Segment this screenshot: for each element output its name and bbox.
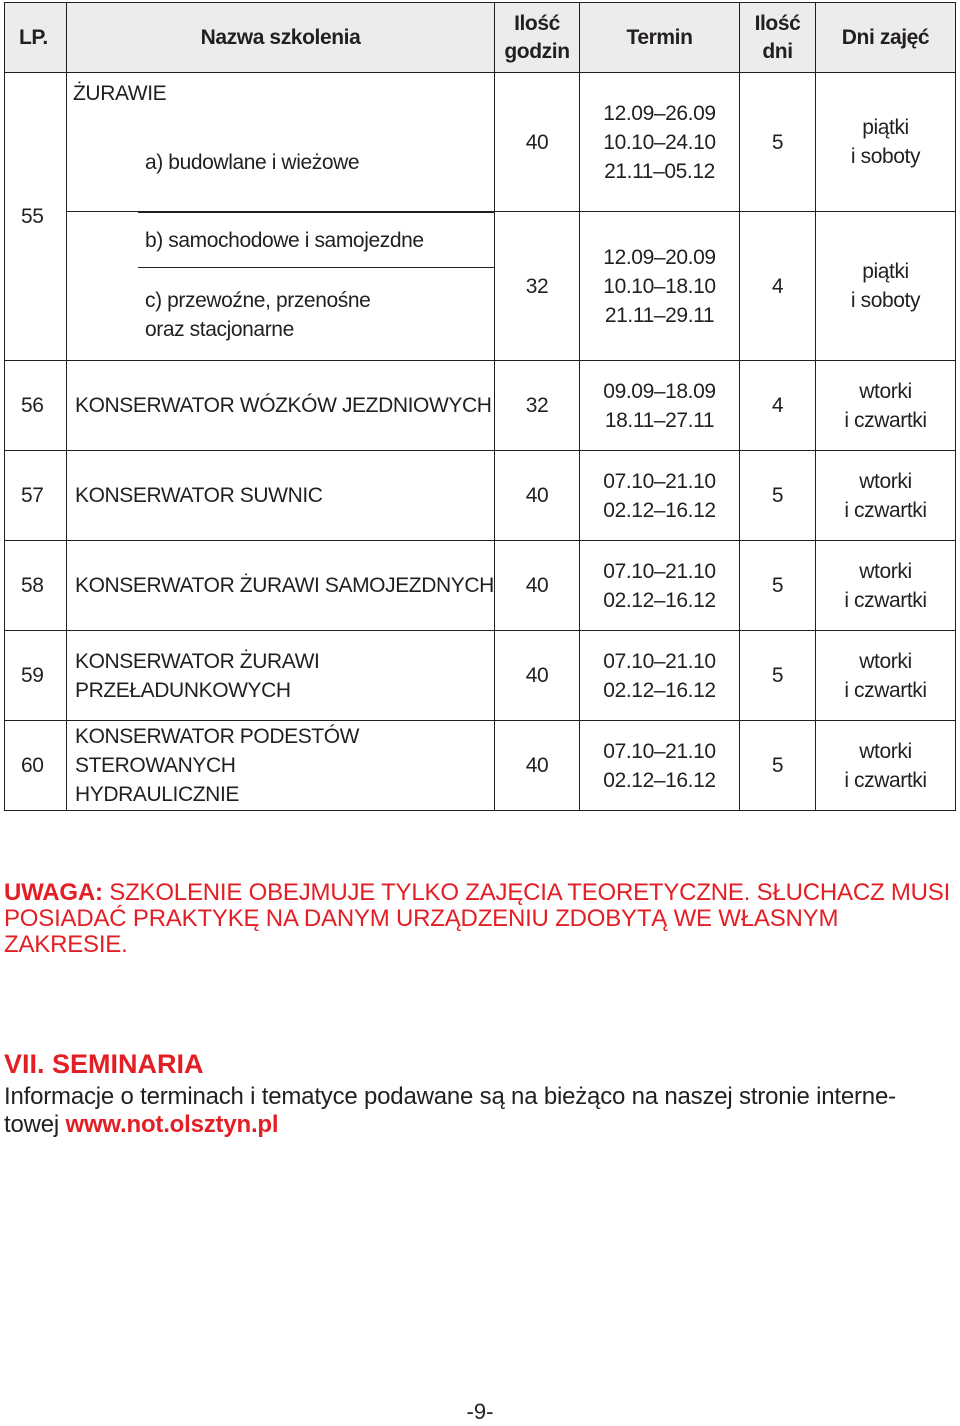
row-course-name: KONSERWATOR SUWNIC (67, 451, 495, 541)
header-days-count: Ilość dni (740, 3, 816, 73)
row-hours: 32 (495, 361, 580, 451)
row-55bc-hours: 32 (495, 212, 580, 361)
row-55bc-days: piątki i soboty (816, 212, 956, 361)
row-55bc-divider (138, 267, 494, 268)
section-body-text: Informacje o terminach i tematyce podawane są na bieżąco na naszej stronie interne- towej (4, 1083, 896, 1138)
row-55a-days: piątki i soboty (816, 73, 956, 212)
row-course-name: KONSERWATOR WÓZKÓW JEZDNIOWYCH (67, 361, 495, 451)
warning-text: SZKOLENIE OBEJMUJE TYLKO ZAJĘCIA TEORETYCZNE. SŁUCHACZ MUSI POSIADAĆ PRAKTYKĘ NA DANYM URZĄDZENIU ZDOBYTĄ WE WŁASNYM ZAKRESIE. (4, 879, 951, 958)
header-class-days: Dni zajęć (816, 3, 956, 73)
row-55bc-days-count: 4 (740, 212, 816, 361)
row-55-lp: 55 (5, 73, 67, 361)
row-hours: 40 (495, 541, 580, 631)
row-term: 07.10–21.10 02.12–16.12 (580, 721, 740, 811)
row-hours: 40 (495, 721, 580, 811)
row-class-days: wtorki i czwartki (816, 631, 956, 721)
table-header-row (5, 3, 956, 73)
section-body (4, 1083, 954, 1139)
warning-note (4, 880, 954, 958)
row-55a-name: a) budowlane i wieżowe (145, 151, 360, 174)
website-link[interactable]: www.not.olsztyn.pl (65, 1111, 279, 1138)
table-row (5, 721, 956, 811)
header-lp: LP. (5, 3, 67, 73)
row-days-count: 5 (740, 721, 816, 811)
header-hours: Ilość godzin (495, 3, 580, 73)
row-55a-name-cell (67, 73, 495, 212)
row-55bc-term: 12.09–20.09 10.10–18.10 21.11–29.11 (580, 212, 740, 361)
row-55c-name: c) przewoźne, przenośne oraz stacjonarne (145, 289, 371, 341)
row-class-days: wtorki i czwartki (816, 541, 956, 631)
row-lp: 57 (5, 451, 67, 541)
row-days-count: 5 (740, 451, 816, 541)
training-schedule-table (4, 2, 956, 811)
row-55-group-title: ŻURAWIE (73, 82, 167, 105)
row-term: 07.10–21.10 02.12–16.12 (580, 541, 740, 631)
row-lp: 60 (5, 721, 67, 811)
table-row (5, 451, 956, 541)
row-55a-days-count: 5 (740, 73, 816, 212)
header-course-name: Nazwa szkolenia (67, 3, 495, 73)
table-row (5, 361, 956, 451)
row-term: 07.10–21.10 02.12–16.12 (580, 451, 740, 541)
row-class-days: wtorki i czwartki (816, 451, 956, 541)
row-55bc-name-cell (67, 212, 495, 361)
page-number: -9- (466, 1399, 494, 1424)
row-55b-name: b) samochodowe i samojezdne (145, 229, 424, 252)
row-55bc-top-divider (138, 212, 494, 213)
table-row (5, 631, 956, 721)
row-course-name: KONSERWATOR ŻURAWI PRZEŁADUNKOWYCH (67, 631, 495, 721)
row-lp: 59 (5, 631, 67, 721)
row-term: 07.10–21.10 02.12–16.12 (580, 631, 740, 721)
header-term: Termin (580, 3, 740, 73)
table-row (5, 541, 956, 631)
table-row-55bc (5, 212, 956, 361)
row-55a-term: 12.09–26.09 10.10–24.10 21.11–05.12 (580, 73, 740, 212)
warning-label: UWAGA: (4, 879, 103, 906)
row-days-count: 4 (740, 361, 816, 451)
row-lp: 58 (5, 541, 67, 631)
row-hours: 40 (495, 451, 580, 541)
row-lp: 56 (5, 361, 67, 451)
row-class-days: wtorki i czwartki (816, 361, 956, 451)
row-hours: 40 (495, 631, 580, 721)
row-days-count: 5 (740, 631, 816, 721)
row-days-count: 5 (740, 541, 816, 631)
row-course-name: KONSERWATOR ŻURAWI SAMOJEZDNYCH (67, 541, 495, 631)
section-heading: VII. SEMINARIA (4, 1049, 204, 1079)
row-term: 09.09–18.09 18.11–27.11 (580, 361, 740, 451)
row-class-days: wtorki i czwartki (816, 721, 956, 811)
row-55a-hours: 40 (495, 73, 580, 212)
table-row-55a (5, 73, 956, 212)
row-course-name: KONSERWATOR PODESTÓW STEROWANYCH HYDRAULICZNIE (67, 721, 495, 811)
